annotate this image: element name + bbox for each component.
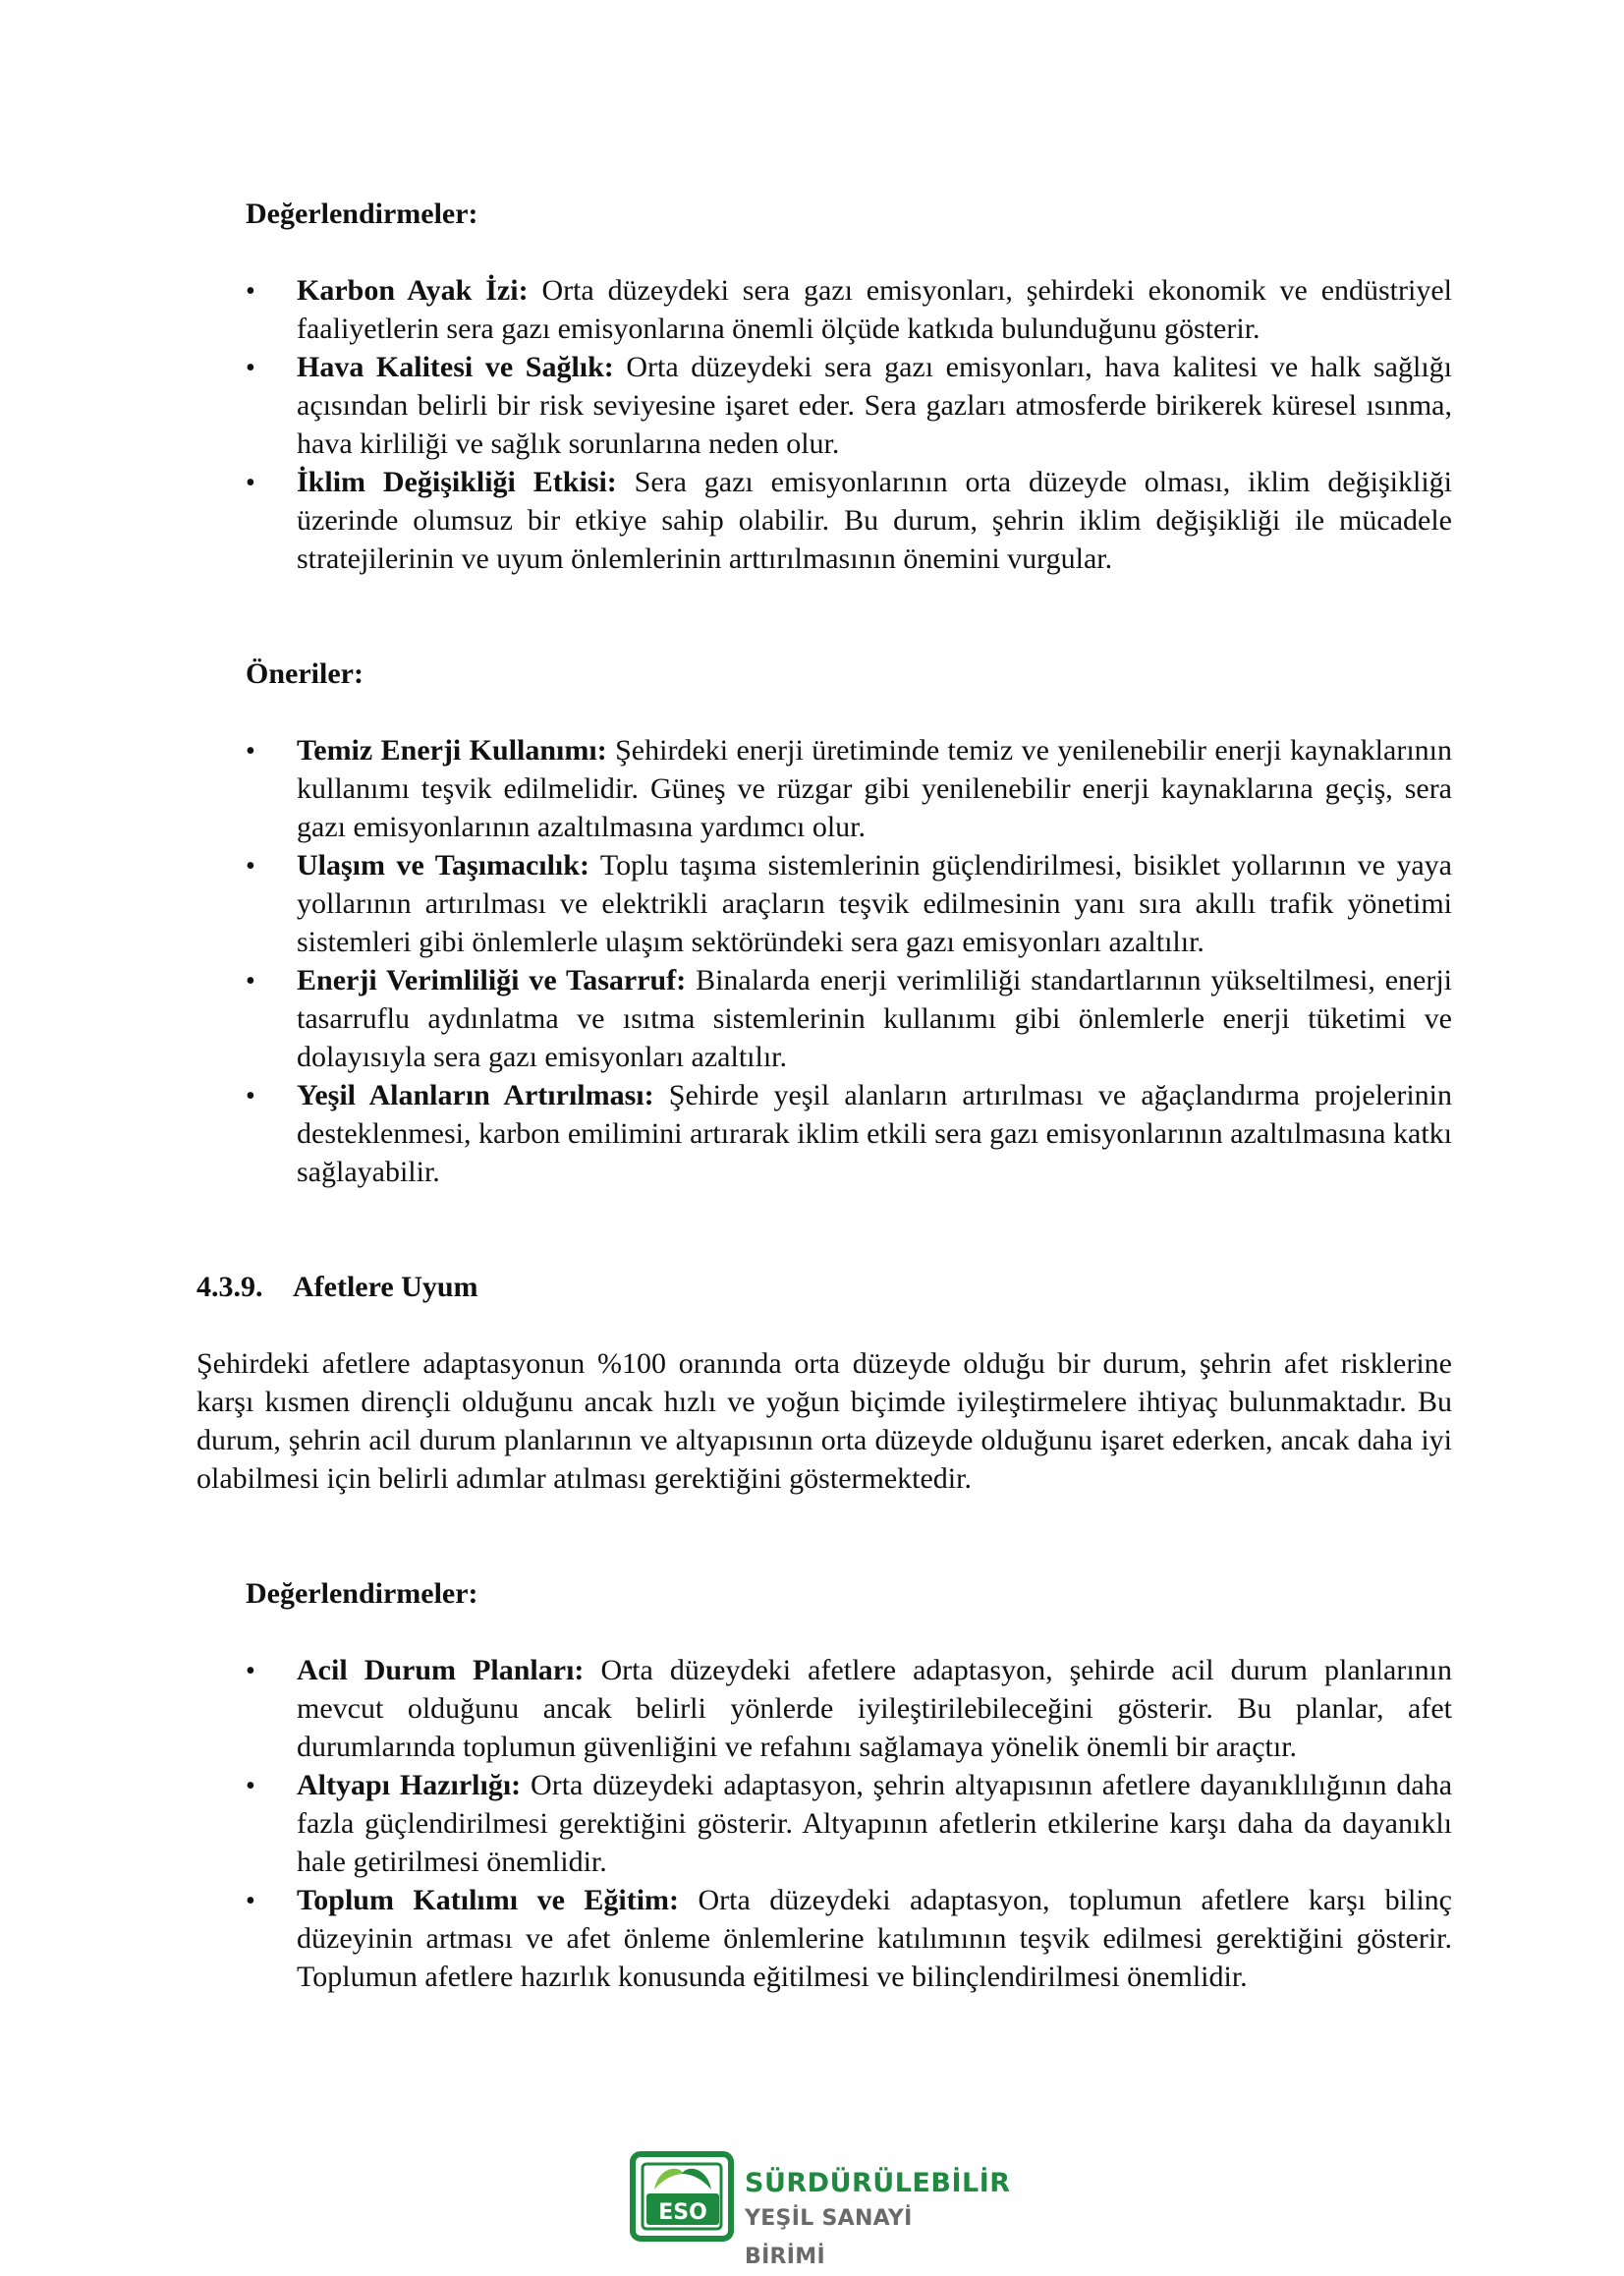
intro-paragraph: Şehirdeki afetlere adaptasyonun %100 oranında orta düzeyde olduğu bir durum, şehrin afet risklerine karşı kısmen dirençli olduğunu ancak hızlı ve yoğun biçimde iyileştirmelere ihtiyaç bulunmaktadır. Bu durum, şehrin acil durum planlarının ve altyapısının orta düzeyde olduğunu işaret ederken, ancak daha iyi olabilmesi için belirli adımlar atılması gerektiğini göstermektedir. — [196, 1347, 1452, 1495]
logo-line1: SÜRDÜRÜLEBİLİR — [745, 2168, 1011, 2198]
evaluations-list — [246, 1651, 1452, 1996]
item-title: Temiz Enerji Kullanımı: — [297, 734, 607, 767]
item-text: Şehirde yeşil alanların artırılması ve ağaçlandırma projelerinin desteklenmesi, karbon emilimini artırarak iklim etkili sera gazı emisyonlarının azaltılmasına katkı sağlayabilir. — [297, 1079, 1452, 1188]
item-title: Ulaşım ve Taşımacılık: — [297, 849, 589, 882]
item-title: Yeşil Alanların Artırılması: — [297, 1079, 654, 1111]
recommendations-list — [246, 731, 1452, 1191]
item-text: Orta düzeydeki sera gazı emisyonları, hava kalitesi ve halk sağlığı açısından belirli bir risk seviyesine işaret eder. Sera gazları atmosferde birikerek küresel ısınma, hava kirliliği ve sağlık sorunlarına neden olur. — [297, 351, 1452, 460]
item-title: Karbon Ayak İzi: — [297, 274, 529, 307]
list-item — [246, 1076, 1452, 1191]
evaluations-heading: Değerlendirmeler: — [246, 198, 478, 230]
bullet-icon — [246, 348, 265, 387]
bullet-icon — [246, 961, 265, 1000]
item-text: Şehirdeki enerji üretiminde temiz ve yenilenebilir enerji kaynaklarının kullanımı teşvik edilmelidir. Güneş ve rüzgar gibi yenilenebilir enerji kaynaklarına geçiş, sera gazı emisyonlarının azaltılmasına yardımcı olur. — [297, 734, 1452, 843]
item-text: Orta düzeydeki adaptasyon, şehrin altyapısının afetlere dayanıklılığının daha fazla güçlendirilmesi gerektiğini gösterir. Altyapının afetlerin etkilerine karşı daha da dayanıklı hale getirilmesi önemlidir. — [297, 1769, 1453, 1878]
item-text: Orta düzeydeki adaptasyon, toplumun afetlere karşı bilinç düzeyinin artması ve afet önleme önlemlerine katılımının teşvik edilmesi gerektiğini gösterir. Toplumun afetlere hazırlık konusunda eğitilmesi ve bilinçlendirilmesi önemlidir. — [297, 1884, 1452, 1993]
section-heading — [196, 1268, 478, 1306]
item-text: Orta düzeydeki afetlere adaptasyon, şehirde acil durum planlarının mevcut olduğunu ancak belirli yönlerde iyileştirilebileceğini gösterir. Bu planlar, afet durumlarında toplumun güvenliğini ve refahını sağlamaya yönelik önemli bir araçtır. — [297, 1654, 1452, 1763]
bullet-icon — [246, 1766, 265, 1805]
evaluations-list — [246, 271, 1452, 578]
item-title: Hava Kalitesi ve Sağlık: — [297, 351, 614, 383]
item-title: Acil Durum Planları: — [297, 1654, 585, 1686]
item-title: Toplum Katılımı ve Eğitim: — [297, 1884, 680, 1916]
bullet-icon — [246, 1651, 265, 1690]
item-text: Sera gazı emisyonlarının orta düzeyde olması, iklim değişikliği üzerinde olumsuz bir etkiye sahip olabilir. Bu durum, şehrin iklim değişikliği ile mücadele stratejilerinin ve uyum önlemlerinin arttırılmasının önemini vurgular. — [297, 466, 1452, 575]
item-title: Altyapı Hazırlığı: — [297, 1769, 522, 1801]
section-title: Afetlere Uyum — [293, 1271, 478, 1303]
eso-logo — [629, 2150, 1011, 2269]
item-title: İklim Değişikliği Etkisi: — [297, 466, 617, 498]
bullet-icon — [246, 463, 265, 502]
logo-line2: YEŞİL SANAYİ BİRİMİ — [745, 2206, 913, 2269]
item-text: Orta düzeydeki sera gazı emisyonları, şehirdeki ekonomik ve endüstriyel faaliyetlerin sera gazı emisyonlarına önemli ölçüde katkıda bulunduğunu gösterir. — [297, 274, 1452, 345]
list-item — [246, 846, 1452, 961]
bullet-icon — [246, 846, 265, 885]
list-item — [246, 1766, 1452, 1881]
list-item — [246, 271, 1452, 348]
item-text: Binalarda enerji verimliliği standartlarının yükseltilmesi, enerji tasarruflu aydınlatma ve ısıtma sistemlerinin kullanımı gibi önlemlerle enerji tüketimi ve dolayısıyla sera gazı emisyonları azaltılır. — [297, 964, 1452, 1073]
evaluations-heading: Değerlendirmeler: — [246, 1577, 478, 1610]
list-item — [246, 1881, 1452, 1996]
recommendations-heading: Öneriler: — [246, 657, 364, 690]
item-text: Toplu taşıma sistemlerinin güçlendirilmesi, bisiklet yollarının ve yaya yollarının artırılması ve elektrikli araçların teşvik edilmesinin yanı sıra akıllı trafik yönetimi sistemleri gibi önlemlerle ulaşım sektöründeki sera gazı emisyonları azaltılır. — [297, 849, 1452, 958]
item-title: Enerji Verimliliği ve Tasarruf: — [297, 964, 687, 996]
bullet-icon — [246, 1881, 265, 1920]
list-item — [246, 463, 1452, 578]
bullet-icon — [246, 731, 265, 770]
bullet-icon — [246, 271, 265, 311]
list-item — [246, 348, 1452, 463]
eso-leaf-icon — [629, 2150, 737, 2243]
section-number: 4.3.9. — [196, 1271, 263, 1303]
list-item — [246, 961, 1452, 1076]
logo-mark-text: ESO — [658, 2200, 707, 2225]
list-item — [246, 731, 1452, 846]
list-item — [246, 1651, 1452, 1766]
bullet-icon — [246, 1076, 265, 1115]
